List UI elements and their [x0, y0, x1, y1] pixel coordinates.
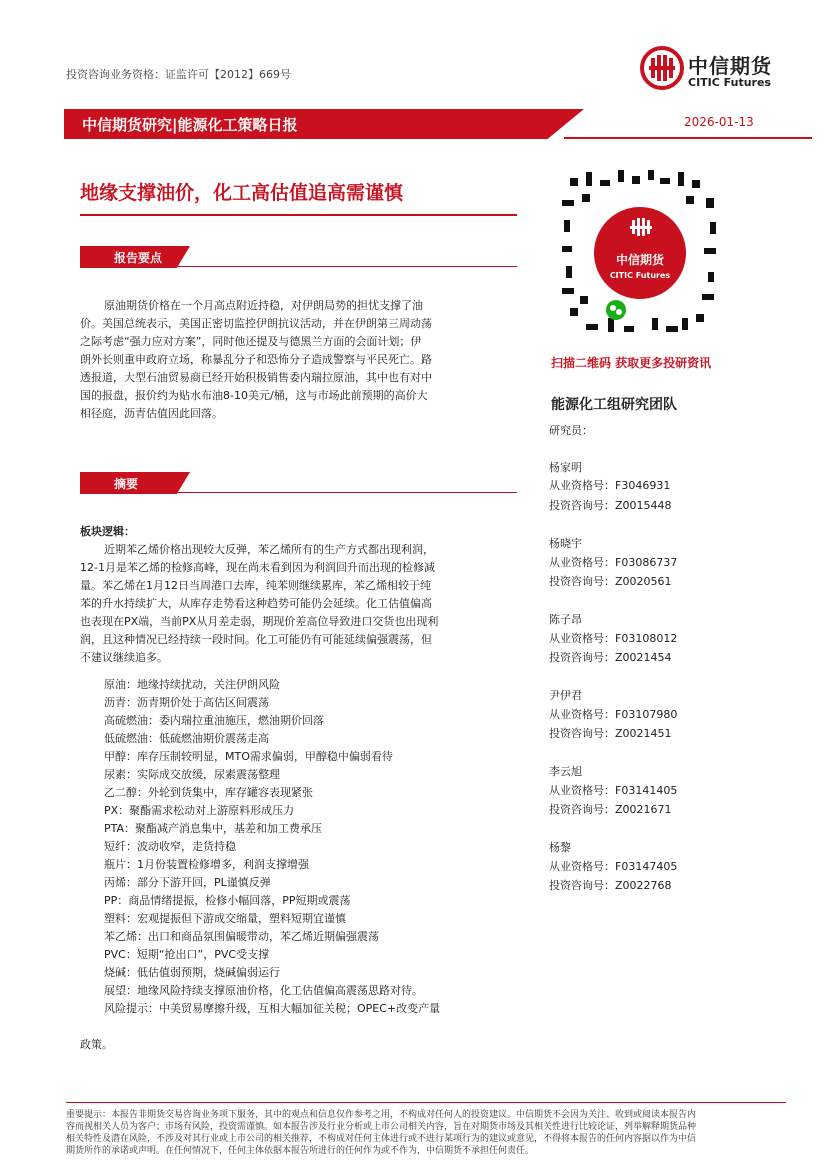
list-item: 短纤：波动收窄，走货持稳	[104, 840, 236, 853]
list-item: 丙烯：部分下游开回，PL谨慎反弹	[104, 876, 271, 889]
text-line: 不建议继续追多。	[80, 651, 168, 664]
researcher-consult: 投资咨询号：Z0015448	[549, 499, 672, 512]
researcher-name: 杨黎	[549, 841, 571, 854]
list-item: 低硫燃油：低硫燃油期价震荡走高	[104, 732, 269, 745]
team-title: 能源化工组研究团队	[551, 397, 677, 413]
researcher-name: 杨家明	[549, 461, 582, 474]
qr-center-en: CITIC Futures	[609, 271, 671, 280]
text-line: 近期苯乙烯价格出现较大反弹，苯乙烯所有的生产方式都出现利润，	[104, 543, 434, 556]
disclaimer	[66, 1109, 786, 1157]
researcher-consult: 投资咨询号：Z0021451	[549, 727, 672, 740]
report-date: 2026-01-13	[684, 115, 754, 129]
researcher-label: 研究员：	[549, 424, 593, 437]
footer-divider	[66, 1102, 786, 1103]
text-line: 量。苯乙烯在1月12日当周港口去库，纯苯则继续累库，苯乙烯相较于纯	[80, 579, 431, 592]
qr-code[interactable]	[560, 168, 720, 338]
researcher-qual: 从业资格号：F3046931	[549, 479, 671, 492]
text-line: 12-1月是苯乙烯的检修高峰，现在尚未看到因为利润回升而出现的检修减	[80, 561, 435, 574]
researcher-name: 杨晓宇	[549, 537, 582, 550]
list-item: PVC：短期“抢出口”，PVC受支撑	[104, 948, 270, 961]
summary-items	[80, 676, 520, 1018]
researcher-qual: 从业资格号：F03141405	[549, 784, 678, 797]
list-item: 瓶片：1月份装置检修增多，利润支撑增强	[104, 858, 309, 871]
risk-warning-cont: 政策。	[80, 1038, 113, 1051]
logo-en-text: CITIC Futures	[688, 76, 771, 89]
disclaimer-line: 相关特性及潜在风险，不涉及对其行业或上市公司的相关推荐，不构成对任何主体进行或不进行某项行为的建议或意见，不得将本报告的任何内容据以作为中信	[66, 1134, 697, 1144]
list-item: 甲醇：库存压制较明显，MTO需求偏弱，甲醇稳中偏弱看待	[104, 750, 393, 763]
text-line: 也表现在PX端，当前PX从月差走弱，期现价差高位导致进口交货也出现利	[80, 615, 439, 628]
list-item: PTA：聚酯减产消息集中，基差和加工费承压	[104, 822, 323, 835]
text-line: 原油期货价格在一个月高点附近持稳，对伊朗局势的担忧支撑了油	[104, 299, 423, 312]
text-line: 价。美国总统表示，美国正密切监控伊朗抗议活动，并在伊朗第三周动荡	[80, 317, 432, 330]
researcher-name: 李云旭	[549, 765, 582, 778]
researcher-qual: 从业资格号：F03086737	[549, 556, 678, 569]
section-summary	[80, 472, 517, 494]
researcher-qual: 从业资格号：F03108012	[549, 632, 678, 645]
researcher-consult: 投资咨询号：Z0020561	[549, 575, 672, 588]
text-line: 国的报盘，报价约为贴水布油8-10美元/桶，这与市场此前预期的高价大	[80, 389, 428, 402]
list-item: 尿素：实际成交放缓，尿素震荡整理	[104, 768, 280, 781]
text-line: 朗外长则重申政府立场，称暴乱分子和恐怖分子造成警察与平民死亡。路	[80, 353, 432, 366]
report-points-body	[80, 297, 520, 423]
list-item: 原油：地缘持续扰动，关注伊朗风险	[104, 678, 280, 691]
page-title: 地缘支撑油价，化工高估值追高需谨慎	[80, 182, 404, 204]
list-item: 塑料：宏观提振但下游成交缩量，塑料短期宜谨慎	[104, 912, 346, 925]
list-item: 沥青：沥青期价处于高估区间震荡	[104, 696, 269, 709]
report-banner	[64, 109, 812, 139]
researcher-consult: 投资咨询号：Z0021671	[549, 803, 672, 816]
list-item: 乙二醇：外轮到货集中，库存罐容表现紧张	[104, 786, 313, 799]
researcher-name: 尹伊君	[549, 689, 582, 702]
list-item: 展望：地缘风险持续支撑原油价格，化工估值偏高震荡思路对待。	[104, 984, 423, 997]
text-line: 苯的升水持续扩大，从库存走势看这种趋势可能仍会延续。化工估值偏高	[80, 597, 432, 610]
disclaimer-line: 期货所作的承诺或声明。在任何情况下，任何主体依据本报告所进行的任何作为或不作为，中信期货不承担任何责任。	[66, 1146, 535, 1156]
researcher-qual: 从业资格号：F03107980	[549, 708, 678, 721]
text-line: 透报道，大型石油贸易商已经开始积极销售委内瑞拉原油，其中也有对中	[80, 371, 432, 384]
list-item: 烧碱：低估值弱预期，烧碱偏弱运行	[104, 966, 280, 979]
citic-logo-icon	[640, 46, 684, 90]
list-item: 苯乙烯：出口和商品氛围偏暖带动，苯乙烯近期偏强震荡	[104, 930, 379, 943]
list-item: 高硫燃油：委内瑞拉重油施压，燃油期价回落	[104, 714, 324, 727]
qr-caption: 扫描二维码 获取更多投研资讯	[551, 356, 712, 370]
title-divider	[80, 214, 517, 216]
disclaimer-line: 容而视相关人员为客户；市场有风险，投资需谨慎。如本报告涉及行业分析或上市公司相关内容，旨在对期货市场及其相关性进行比较论证，列举解释期货品种	[66, 1122, 697, 1132]
researcher-name: 陈子昂	[549, 613, 582, 626]
researcher-consult: 投资咨询号：Z0021454	[549, 651, 672, 664]
text-line: 之际考虑“强力应对方案”，同时他还提及与德黑兰方面的会面计划；伊	[80, 335, 422, 348]
section-summary-label: 摘要	[114, 477, 139, 491]
logic-body	[80, 541, 520, 667]
citic-logo	[640, 46, 810, 96]
text-line: 相径庭，沥青估值因此回落。	[80, 407, 223, 420]
list-item: PX：聚酯需求松动对上游原料形成压力	[104, 804, 295, 817]
list-item: PP：商品情绪提振，检修小幅回落，PP短期或震荡	[104, 894, 351, 907]
logo-cn-text: 中信期货	[688, 54, 772, 78]
section-report-points	[80, 246, 517, 268]
logic-title: 板块逻辑：	[80, 525, 135, 538]
qr-center-cn: 中信期货	[615, 253, 665, 267]
risk-warning: 风险提示：中美贸易摩擦升级，互相大幅加征关税；OPEC+改变产量	[104, 1002, 441, 1015]
banner-title: 中信期货研究|能源化工策略日报	[82, 116, 298, 134]
text-line: 润，且这种情况已经持续一段时间。化工可能仍有可能延续偏强震荡，但	[80, 633, 432, 646]
disclaimer-line: 重要提示：本报告非期货交易咨询业务项下服务，其中的观点和信息仅作参考之用，不构成对任何人的投资建议。中信期货不会因为关注、收到或阅读本报告内	[66, 1110, 697, 1120]
section-report-points-label: 报告要点	[114, 251, 163, 265]
researcher-qual: 从业资格号：F03147405	[549, 860, 678, 873]
researcher-consult: 投资咨询号：Z0022768	[549, 879, 672, 892]
license-text: 投资咨询业务资格：证监许可【2012】669号	[66, 68, 291, 81]
